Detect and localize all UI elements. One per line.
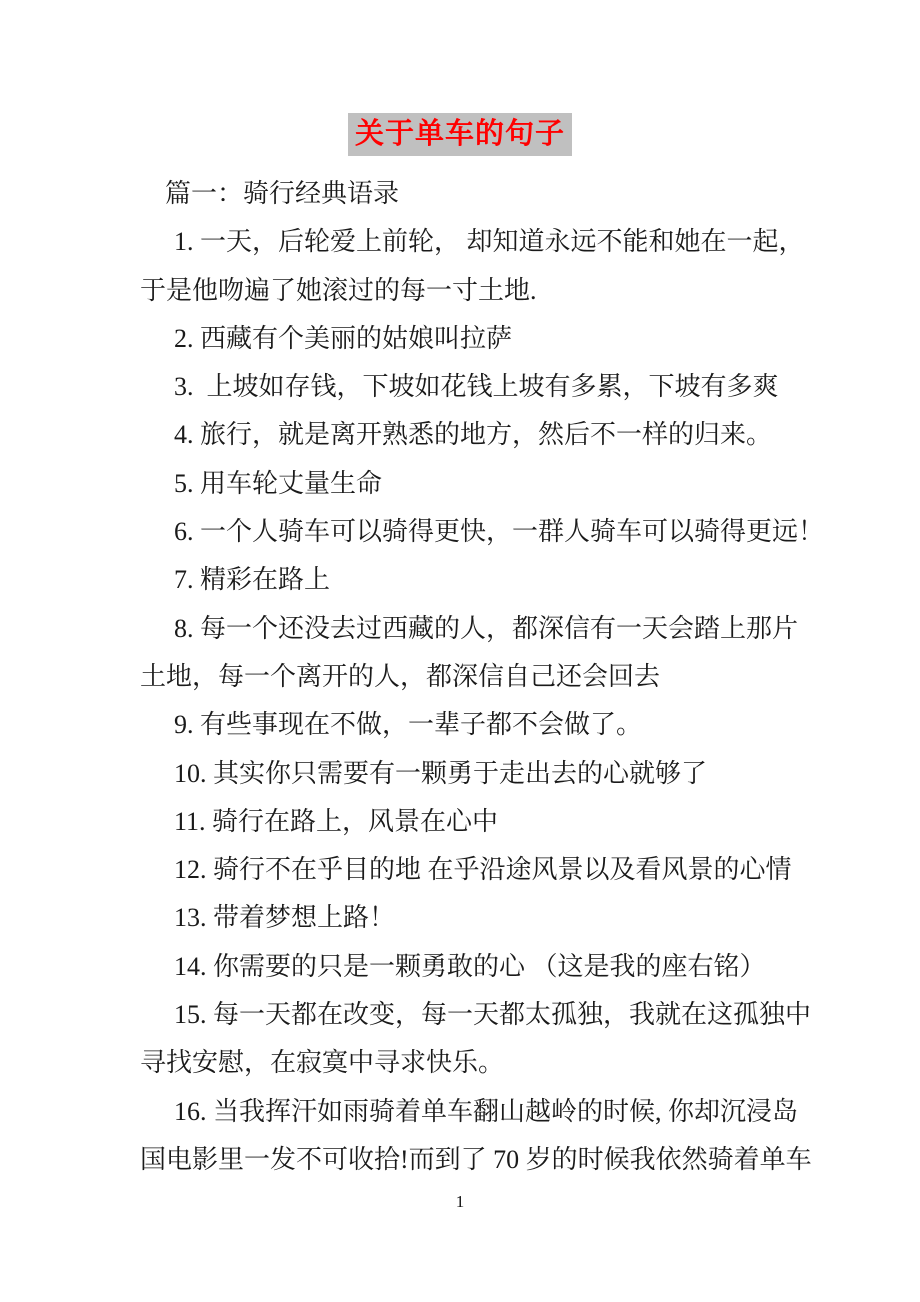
- quote-line-continued: 于是他吻遍了她滚过的每一寸土地.: [140, 275, 537, 305]
- section-heading: 篇一：骑行经典语录: [165, 179, 400, 208]
- quote-line: 16. 当我挥汗如雨骑着单车翻山越岭的时候, 你却沉浸岛: [174, 1096, 799, 1126]
- quote-line: 14. 你需要的只是一颗勇敢的心 （这是我的座右铭）: [174, 951, 766, 981]
- quote-line: 7. 精彩在路上: [174, 565, 331, 595]
- quote-line: 13. 带着梦想上路！: [174, 903, 396, 933]
- page-footer: [0, 1192, 920, 1212]
- quote-line: 1. 一天，后轮爱上前轮， 却知道永远不能和她在一起，: [174, 227, 805, 257]
- quote-line-continued: 土地，每一个离开的人，都深信自己还会回去: [140, 661, 661, 691]
- quote-line-continued: 寻找安慰，在寂寞中寻求快乐。: [140, 1048, 505, 1078]
- quote-line: 4. 旅行，就是离开熟悉的地方，然后不一样的归来。: [174, 420, 773, 450]
- quote-line: 15. 每一天都在改变，每一天都太孤独，我就在这孤独中: [174, 1000, 812, 1030]
- quote-line: 9. 有些事现在不做，一辈子都不会做了。: [174, 710, 643, 740]
- quote-line: 6. 一个人骑车可以骑得更快，一群人骑车可以骑得更远！: [174, 517, 825, 547]
- quote-line-continued: 国电影里一发不可收拾!而到了 70 岁的时候我依然骑着单车: [140, 1144, 812, 1174]
- document-body: [0, 170, 920, 1184]
- quote-line: 8. 每一个还没去过西藏的人，都深信有一天会踏上那片: [174, 613, 799, 643]
- quote-line: 3. 上坡如存钱，下坡如花钱上坡有多累，下坡有多爽: [174, 372, 779, 402]
- page-number: 1: [455, 1192, 465, 1212]
- quote-line: 11. 骑行在路上，风景在心中: [174, 806, 499, 836]
- quote-line: 5. 用车轮丈量生命: [174, 468, 383, 498]
- document-title: 关于单车的句子: [348, 113, 572, 156]
- title-row: [0, 0, 920, 156]
- quote-line: 2. 西藏有个美丽的姑娘叫拉萨: [174, 323, 513, 353]
- quote-line: 12. 骑行不在乎目的地 在乎沿途风景以及看风景的心情: [174, 855, 792, 885]
- quote-line: 10. 其实你只需要有一颗勇于走出去的心就够了: [174, 758, 708, 788]
